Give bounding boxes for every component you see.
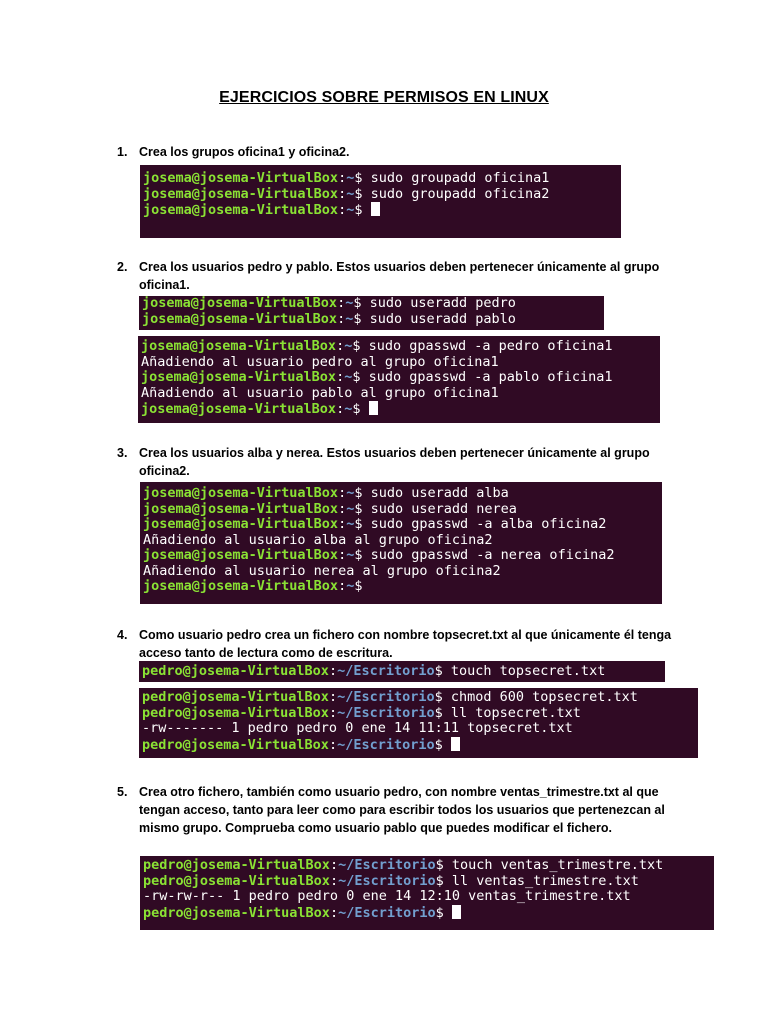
- prompt-path: ~/Escritorio: [337, 689, 435, 705]
- prompt-user-host: pedro@josema-VirtualBox: [142, 663, 329, 679]
- terminal-screenshot: [138, 336, 660, 423]
- prompt-user-host: josema@josema-VirtualBox: [143, 500, 339, 517]
- exercise-text: Crea otro fichero, también como usuario pedro, con nombre ventas_trimestre.txt al que tengan acceso, tanto para leer como para escribir todos los usuarios que pertenezcan al mismo grupo. Comprueba como usuario pablo que puedes modificar el fichero.: [139, 785, 665, 835]
- exercise-number: 3.: [117, 446, 128, 460]
- terminal-command: ll topsecret.txt: [442, 704, 581, 721]
- prompt-path: ~: [346, 485, 355, 501]
- prompt-user-host: josema@josema-VirtualBox: [141, 338, 337, 354]
- terminal-output: Añadiendo al usuario pablo al grupo oficina1: [141, 384, 499, 401]
- exercise-number: 1.: [117, 145, 128, 159]
- prompt-path: ~/Escritorio: [337, 663, 435, 679]
- terminal-screenshot: [139, 688, 698, 758]
- terminal-command-line: [143, 905, 714, 921]
- terminal-command-line: [141, 370, 660, 386]
- terminal-output-line: [143, 889, 714, 905]
- terminal-command-line: [142, 690, 698, 706]
- terminal-command-line: [143, 548, 662, 564]
- prompt-path: ~: [345, 296, 354, 311]
- prompt-separator: :: [328, 689, 338, 705]
- prompt-path: ~: [345, 310, 354, 327]
- prompt-symbol: $: [434, 689, 443, 705]
- terminal-screenshot: [140, 165, 621, 238]
- prompt-user-host: josema@josema-VirtualBox: [143, 516, 339, 532]
- prompt-user-host: josema@josema-VirtualBox: [143, 202, 339, 218]
- prompt-user-host: pedro@josema-VirtualBox: [143, 872, 330, 889]
- prompt-path: ~/Escritorio: [337, 736, 435, 753]
- prompt-symbol: $: [435, 857, 444, 873]
- prompt-separator: :: [338, 202, 347, 218]
- terminal-command-line: [141, 401, 660, 417]
- prompt-separator: :: [338, 547, 347, 563]
- document-title: EJERCICIOS SOBRE PERMISOS EN LINUX: [219, 89, 549, 106]
- prompt-path: ~/Escritorio: [338, 872, 436, 889]
- terminal-command: sudo gpasswd -a nerea oficina2: [362, 547, 615, 563]
- terminal-command: [443, 737, 451, 753]
- terminal-command-line: [142, 706, 698, 722]
- prompt-symbol: $: [354, 202, 363, 218]
- terminal-output: Añadiendo al usuario pedro al grupo oficina1: [141, 353, 499, 370]
- exercise-1-statement: [117, 143, 687, 161]
- terminal-command: [361, 401, 369, 417]
- terminal-command-line: [141, 339, 660, 355]
- prompt-user-host: josema@josema-VirtualBox: [141, 401, 337, 417]
- prompt-symbol: $: [354, 185, 363, 202]
- prompt-separator: :: [338, 500, 347, 517]
- exercise-number: 4.: [117, 628, 128, 642]
- prompt-separator: :: [338, 185, 347, 202]
- prompt-user-host: josema@josema-VirtualBox: [141, 369, 337, 385]
- prompt-user-host: josema@josema-VirtualBox: [142, 296, 338, 311]
- prompt-path: ~: [346, 170, 355, 186]
- terminal-cursor: [369, 401, 378, 415]
- terminal-cursor: [451, 737, 460, 751]
- prompt-separator: :: [336, 338, 345, 354]
- terminal-command: ll ventas_trimestre.txt: [443, 872, 639, 889]
- prompt-separator: :: [337, 310, 346, 327]
- prompt-user-host: josema@josema-VirtualBox: [143, 547, 339, 563]
- terminal-command-line: [142, 312, 604, 328]
- prompt-symbol: $: [352, 338, 361, 354]
- terminal-command: chmod 600 topsecret.txt: [442, 689, 638, 705]
- terminal-output-line: [141, 355, 660, 371]
- terminal-command-line: [142, 296, 604, 312]
- exercise-5-statement: [117, 783, 687, 837]
- terminal-screenshot: [140, 856, 714, 930]
- terminal-output: -rw------- 1 pedro pedro 0 ene 14 11:11 topsecret.txt: [142, 720, 573, 736]
- terminal-command-line: [143, 579, 662, 595]
- prompt-path: ~/Escritorio: [338, 904, 436, 921]
- terminal-command: touch ventas_trimestre.txt: [443, 857, 664, 873]
- exercise-2-statement: [117, 258, 687, 294]
- prompt-separator: :: [338, 485, 347, 501]
- terminal-command: sudo groupadd oficina1: [362, 170, 550, 186]
- prompt-path: ~: [346, 202, 355, 218]
- prompt-path: ~: [344, 401, 353, 417]
- prompt-separator: :: [329, 872, 339, 889]
- prompt-path: ~: [344, 338, 353, 354]
- prompt-separator: :: [329, 857, 339, 873]
- terminal-command-line: [142, 664, 665, 680]
- prompt-symbol: $: [354, 170, 363, 186]
- prompt-separator: :: [328, 704, 338, 721]
- prompt-separator: :: [336, 401, 345, 417]
- prompt-symbol: $: [353, 296, 362, 311]
- prompt-separator: :: [329, 904, 339, 921]
- prompt-path: ~: [346, 547, 355, 563]
- prompt-separator: :: [338, 578, 347, 594]
- exercise-text: Crea los grupos oficina1 y oficina2.: [139, 145, 350, 159]
- prompt-path: ~: [346, 516, 355, 532]
- terminal-output-line: [143, 564, 662, 580]
- terminal-command: sudo groupadd oficina2: [362, 185, 550, 202]
- prompt-user-host: josema@josema-VirtualBox: [143, 185, 339, 202]
- exercise-3-statement: [117, 444, 687, 480]
- prompt-symbol: $: [434, 663, 443, 679]
- prompt-symbol: $: [352, 401, 361, 417]
- prompt-symbol: $: [435, 904, 444, 921]
- terminal-command-line: [143, 171, 621, 187]
- prompt-symbol: $: [354, 516, 363, 532]
- exercise-4-statement: [117, 626, 687, 662]
- prompt-separator: :: [328, 736, 338, 753]
- prompt-user-host: pedro@josema-VirtualBox: [143, 904, 330, 921]
- prompt-symbol: $: [434, 736, 443, 753]
- terminal-output-line: [141, 386, 660, 402]
- prompt-user-host: pedro@josema-VirtualBox: [142, 689, 329, 705]
- terminal-command-line: [143, 502, 662, 518]
- exercise-number: 5.: [117, 785, 128, 799]
- prompt-separator: :: [328, 663, 338, 679]
- prompt-path: ~: [346, 185, 355, 202]
- prompt-path: ~: [344, 369, 353, 385]
- prompt-path: ~/Escritorio: [337, 704, 435, 721]
- prompt-separator: :: [336, 369, 345, 385]
- terminal-output-line: [143, 533, 662, 549]
- prompt-path: ~: [346, 500, 355, 517]
- prompt-separator: :: [338, 516, 347, 532]
- prompt-symbol: $: [354, 578, 363, 594]
- terminal-command: sudo useradd alba: [362, 485, 509, 501]
- terminal-screenshot: [140, 482, 662, 604]
- terminal-command: touch topsecret.txt: [442, 663, 606, 679]
- prompt-symbol: $: [354, 500, 363, 517]
- exercise-text: Como usuario pedro crea un fichero con nombre topsecret.txt al que únicamente él tenga acceso tanto de lectura como de escritura.: [139, 628, 672, 660]
- prompt-user-host: pedro@josema-VirtualBox: [142, 736, 329, 753]
- prompt-user-host: josema@josema-VirtualBox: [143, 170, 339, 186]
- terminal-command: [444, 905, 452, 921]
- prompt-symbol: $: [354, 485, 363, 501]
- prompt-separator: :: [337, 296, 346, 311]
- terminal-output-line: [142, 721, 698, 737]
- terminal-output: -rw-rw-r-- 1 pedro pedro 0 ene 14 12:10 ventas_trimestre.txt: [143, 888, 631, 904]
- terminal-command-line: [143, 874, 714, 890]
- terminal-screenshot: [139, 296, 604, 330]
- prompt-user-host: josema@josema-VirtualBox: [142, 310, 338, 327]
- terminal-screenshot: [139, 661, 665, 682]
- terminal-command: sudo gpasswd -a alba oficina2: [362, 516, 607, 532]
- terminal-command: [363, 202, 371, 218]
- prompt-user-host: pedro@josema-VirtualBox: [142, 704, 329, 721]
- terminal-command-line: [143, 517, 662, 533]
- terminal-cursor: [452, 905, 461, 919]
- terminal-command-line: [143, 858, 714, 874]
- terminal-command: sudo gpasswd -a pablo oficina1: [360, 369, 613, 385]
- prompt-user-host: josema@josema-VirtualBox: [143, 485, 339, 501]
- terminal-cursor: [371, 202, 380, 216]
- prompt-user-host: pedro@josema-VirtualBox: [143, 857, 330, 873]
- prompt-symbol: $: [435, 872, 444, 889]
- terminal-command-line: [143, 202, 621, 218]
- terminal-command: sudo gpasswd -a pedro oficina1: [360, 338, 613, 354]
- prompt-symbol: $: [434, 704, 443, 721]
- exercise-number: 2.: [117, 260, 128, 274]
- terminal-command-line: [143, 187, 621, 203]
- terminal-command-line: [142, 737, 698, 753]
- exercise-text: Crea los usuarios alba y nerea. Estos usuarios deben pertenecer únicamente al grupo oficina2.: [139, 446, 650, 478]
- terminal-command-line: [143, 486, 662, 502]
- terminal-output: Añadiendo al usuario alba al grupo oficina2: [143, 531, 493, 548]
- terminal-command: sudo useradd nerea: [362, 500, 517, 517]
- prompt-symbol: $: [354, 547, 363, 563]
- prompt-symbol: $: [353, 310, 362, 327]
- terminal-command: sudo useradd pedro: [361, 296, 516, 311]
- exercise-text: Crea los usuarios pedro y pablo. Estos usuarios deben pertenecer únicamente al grupo oficina1.: [139, 260, 660, 292]
- terminal-command: sudo useradd pablo: [361, 310, 516, 327]
- terminal-output: Añadiendo al usuario nerea al grupo oficina2: [143, 562, 501, 579]
- prompt-symbol: $: [352, 369, 361, 385]
- prompt-separator: :: [338, 170, 347, 186]
- prompt-path: ~: [346, 578, 355, 594]
- prompt-user-host: josema@josema-VirtualBox: [143, 578, 339, 594]
- prompt-path: ~/Escritorio: [338, 857, 436, 873]
